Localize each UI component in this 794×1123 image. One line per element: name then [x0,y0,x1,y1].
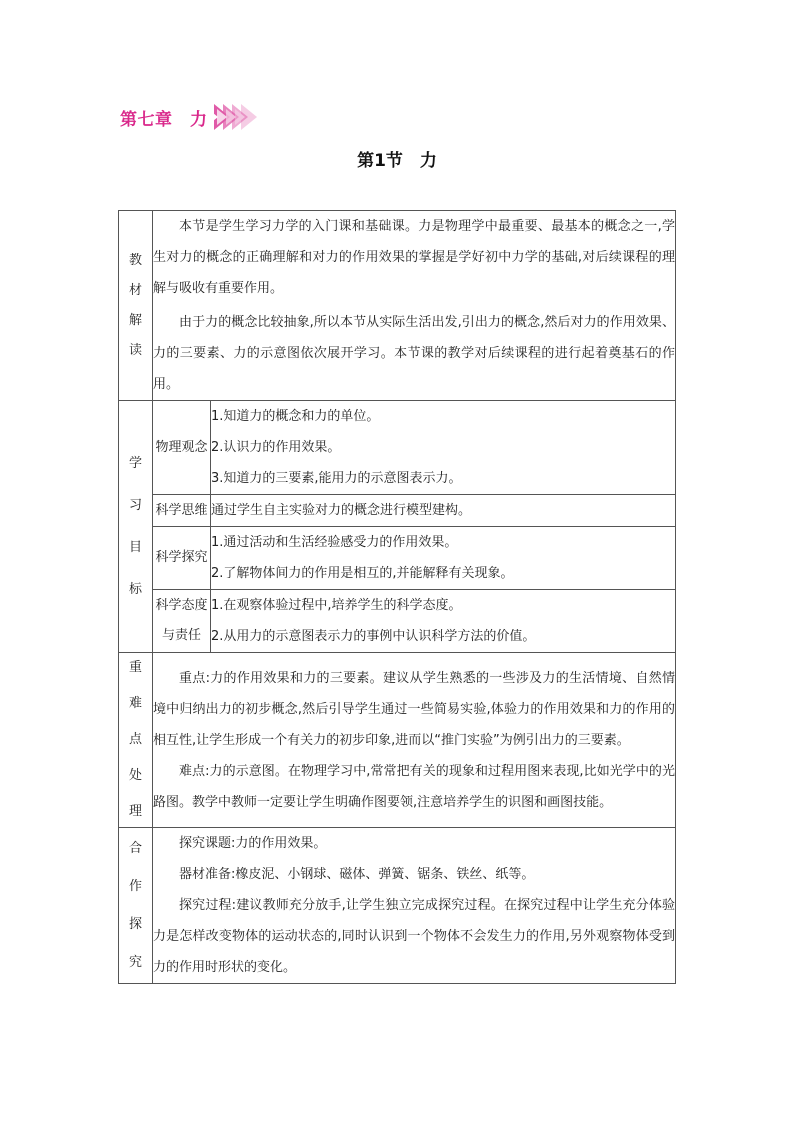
list-item: 1.通过活动和生活经验感受力的作用效果。 [211,535,458,550]
table-row-mubiao-4 [119,590,676,653]
label-char: 探 [128,916,142,932]
label-char: 材 [128,282,142,298]
label-char: 理 [128,804,142,819]
label-char: 重 [128,660,142,675]
table-row-hezuo [119,828,676,984]
chapter-title: 第七章 力 [120,109,208,130]
chapter-heading [120,104,257,130]
paragraph: 本节是学生学习力学的入门课和基础课。力是物理学中最重要、最基本的概念之一,学生对力的概念的正确理解和对力的作用效果的掌握是学好初中力学的基础,对后续课程的理解与吸收有重要作用。 [153,219,675,296]
chevron-arrows-icon [214,104,257,130]
list-item: 2.认识力的作用效果。 [211,440,341,455]
table-row-zhongnan [119,653,676,828]
row-label-hezuo [119,828,153,984]
label-char: 作 [128,878,142,894]
paragraph: 难点:力的示意图。在物理学习中,常常把有关的现象和过程用图来表现,比如光学中的光路图。教学中教师一定要让学生明确作图要领,注意培养学生的识图和画图技能。 [153,763,675,810]
label-char: 读 [128,342,142,358]
paragraph: 器材准备:橡皮泥、小钢球、磁体、弹簧、锯条、铁丝、纸等。 [179,867,535,882]
label-char: 解 [128,312,142,328]
label-char: 点 [128,732,142,747]
section-title: 第1节 力 [357,151,437,171]
sub-label: 物理观念 [153,401,211,495]
objective-items [211,401,676,495]
list-item: 1.在观察体验过程中,培养学生的科学态度。 [211,598,462,613]
row-label-mubiao [119,401,153,653]
objective-items [211,590,676,653]
label-char: 处 [128,768,142,783]
row-label-zhongnan [119,653,153,828]
zhongnan-content [153,653,676,828]
lesson-plan-table [118,210,676,984]
list-item: 1.知道力的概念和力的单位。 [211,409,380,424]
label-char: 学 [128,455,142,471]
paragraph: 探究过程:建议教师充分放手,让学生独立完成探究过程。在探究过程中让学生充分体验力是怎样改变物体的运动状态的,同时认识到一个物体不会发生力的作用,另外观察物体受到力的作用时形状的变化。 [153,898,675,975]
list-item: 2.了解物体间力的作用是相互的,并能解释有关现象。 [211,566,514,581]
label-char: 习 [128,497,142,513]
label-char: 教 [128,252,142,268]
paragraph: 重点:力的作用效果和力的三要素。建议从学生熟悉的一些涉及力的生活情境、自然情境中归纳出力的初步概念,然后引导学生通过一些简易实验,体验力的作用效果和力的作用的相互性,让学生形成一个有关力的初步印象,进而以“推门实验”为例引出力的三要素。 [153,670,675,748]
paragraph: 由于力的概念比较抽象,所以本节从实际生活出发,引出力的概念,然后对力的作用效果、力的三要素、力的示意图依次展开学习。本节课的教学对后续课程的进行起着奠基石的作用。 [153,315,675,392]
jiaocai-content [153,211,676,401]
objective-items [211,495,676,527]
sub-label: 科学探究 [153,527,211,590]
label-char: 难 [128,696,142,711]
table-row-jiaocai [119,211,676,401]
sub-label: 科学思维 [153,495,211,527]
hezuo-content [153,828,676,984]
row-label-jiaocai [119,211,153,401]
list-item: 3.知道力的三要素,能用力的示意图表示力。 [211,471,462,486]
table-row-mubiao-3 [119,527,676,590]
table-row-mubiao-2 [119,495,676,527]
sub-label: 科学态度与责任 [153,590,211,653]
label-char: 目 [128,539,142,555]
objective-items [211,527,676,590]
label-char: 合 [128,840,142,856]
paragraph: 探究课题:力的作用效果。 [179,836,327,851]
list-item: 2.从用力的示意图表示力的事例中认识科学方法的价值。 [211,629,536,644]
list-item: 通过学生自主实验对力的概念进行模型建构。 [211,503,472,518]
table-row-mubiao-1 [119,401,676,495]
label-char: 究 [128,954,142,970]
label-char: 标 [128,581,142,597]
